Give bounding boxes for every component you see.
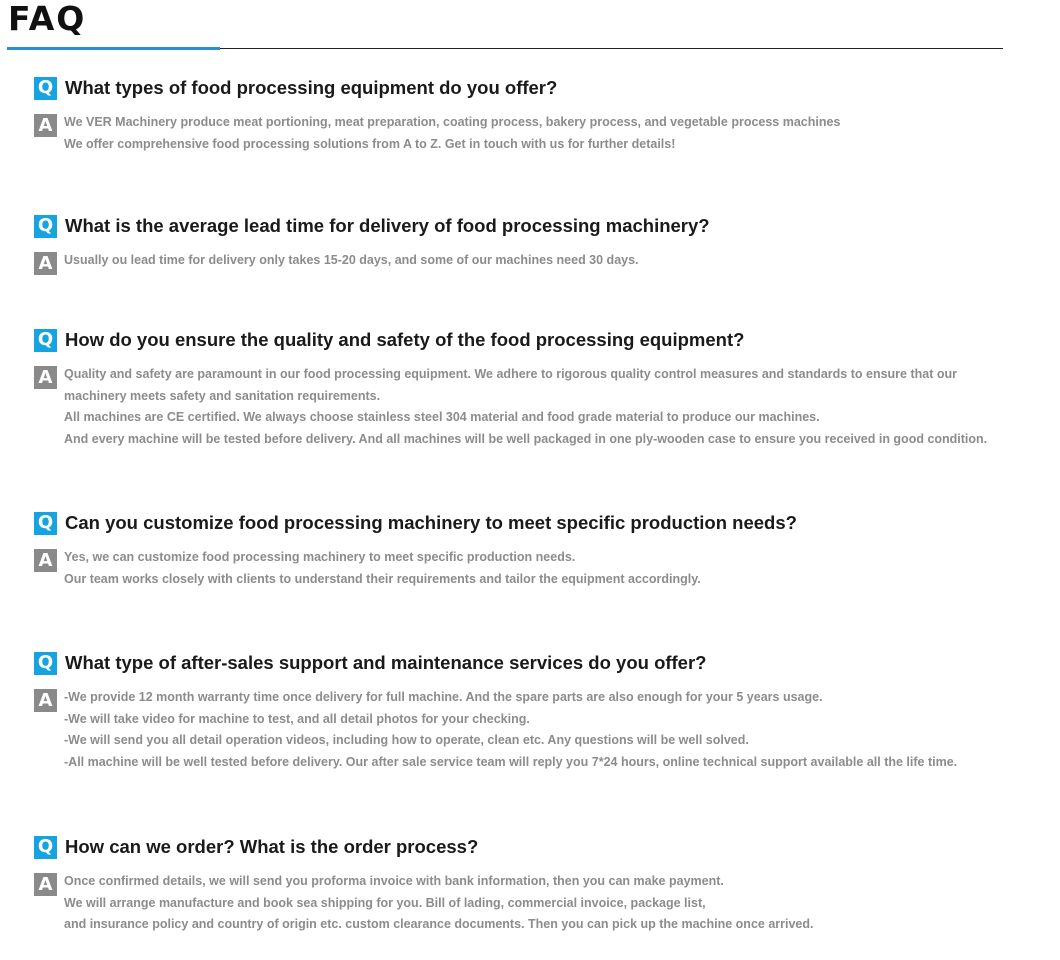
faq-question-row [34,76,1044,100]
question-icon: Q [34,215,57,238]
title-accent-bar [7,47,220,50]
faq-item [34,214,1044,275]
faq-question-row [34,511,1044,535]
answer-icon: A [34,366,57,389]
faq-question: How do you ensure the quality and safety of the food processing equipment? [65,329,745,350]
answer-icon: A [34,689,57,712]
answer-icon: A [34,252,57,275]
faq-question-row [34,651,1044,675]
question-icon: Q [34,652,57,675]
faq-answer-line: Quality and safety are paramount in our food processing equipment. We adhere to rigorous quality control measures and standards to ensure that our [64,367,957,381]
faq-question-row [34,214,1044,238]
faq-answer-line: And every machine will be tested before delivery. And all machines will be well packaged in one ply-wooden case to ensure you received in good condition. [64,432,988,447]
faq-answer-row [34,114,1044,155]
faq-answer [64,366,987,451]
page-title: FAQ [8,0,87,38]
question-icon: Q [34,512,57,535]
faq-answer-row [34,252,1044,275]
faq-answer-row [34,549,1044,590]
faq-answer-line: -We will take video for machine to test, and all detail photos for your checking. [64,711,530,726]
faq-question-row [34,835,1044,859]
faq-answer [64,873,814,936]
faq-question: Can you customize food processing machinery to meet specific production needs? [65,512,797,533]
faq-answer-line: -All machine will be well tested before delivery. Our after sale service team will reply you 7*24 hours, online technical support available all the life time. [64,755,958,770]
question-icon: Q [34,836,57,859]
question-icon: Q [34,329,57,352]
faq-answer [64,549,701,590]
faq-answer-line: We offer comprehensive food processing solutions from A to Z. Get in touch with us for further details! [64,136,676,151]
faq-answer-line: machinery meets safety and sanitation requirements. [64,388,381,403]
faq-question: What is the average lead time for delivery of food processing machinery? [65,215,710,236]
faq-answer-row [34,366,1044,451]
faq-question: How can we order? What is the order process? [65,836,479,857]
faq-answer-row [34,873,1044,936]
answer-icon: A [34,873,57,896]
faq-answer-row [34,689,1044,774]
faq-answer-line: Our team works closely with clients to understand their requirements and tailor the equipment accordingly. [64,571,701,586]
answer-icon: A [34,114,57,137]
faq-answer-line: -We will send you all detail operation videos, including how to operate, clean etc. Any questions will be well solved. [64,733,749,748]
faq-answer-line: All machines are CE certified. We always choose stainless steel 304 material and food grade material to produce our machines. [64,410,820,425]
faq-answer-line: Yes, we can customize food processing machinery to meet specific production needs. [64,550,576,564]
faq-item [34,328,1044,451]
faq-question-row [34,328,1044,352]
faq-answer [64,689,957,774]
faq-item [34,511,1044,590]
faq-answer [64,252,639,275]
faq-answer-line: Once confirmed details, we will send you proforma invoice with bank information, then you can make payment. [64,874,724,888]
faq-item [34,651,1044,774]
faq-answer-line: and insurance policy and country of origin etc. custom clearance documents. Then you can pick up the machine once arrived. [64,917,814,932]
question-icon: Q [34,77,57,100]
faq-answer-line: We VER Machinery produce meat portioning, meat preparation, coating process, bakery process, and vegetable process machines [64,115,841,129]
faq-answer [64,114,840,155]
faq-answer-line: -We provide 12 month warranty time once delivery for full machine. And the spare parts are also enough for your 5 years usage. [64,690,823,704]
answer-icon: A [34,549,57,572]
faq-question: What type of after-sales support and maintenance services do you offer? [65,652,707,673]
faq-item [34,835,1044,936]
faq-answer-line: Usually ou lead time for delivery only takes 15-20 days, and some of our machines need 30 days. [64,253,639,267]
faq-item [34,76,1044,155]
faq-question: What types of food processing equipment do you offer? [65,77,558,98]
faq-answer-line: We will arrange manufacture and book sea shipping for you. Bill of lading, commercial invoice, package list, [64,895,706,910]
